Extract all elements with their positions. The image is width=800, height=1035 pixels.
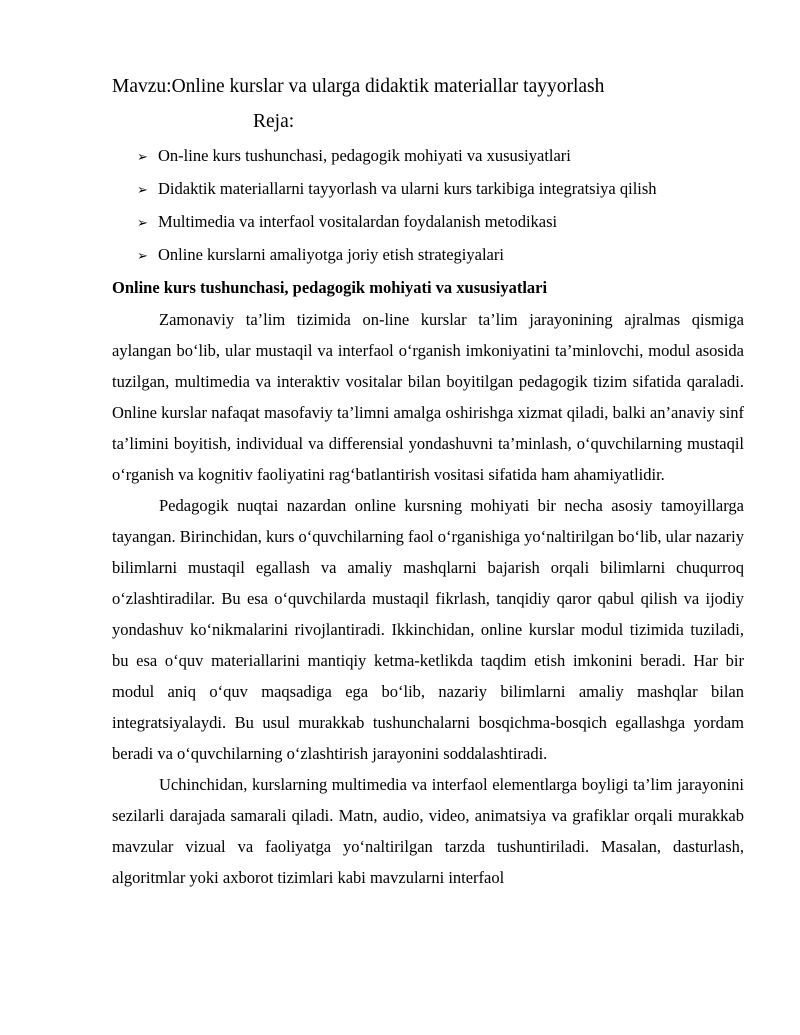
arrow-bullet-icon: ➢ bbox=[137, 183, 148, 198]
body-paragraph: Pedagogik nuqtai nazardan online kursning mohiyati bir necha asosiy tamoyillarga tayangan. Birinchidan, kurs oʻquvchilarning faol oʻrganishiga yoʻnaltirilgan boʻlib, ular nazariy bilimlarni mustaqil egallash va amaliy mashqlarni bajarish orqali bilimlarni chuqurroq oʻzlashtiradilar. Bu esa oʻquvchilarda mustaqil fikrlash, tanqidiy qaror qabul qilish va ijodiy yondashuv koʻnikmalarini rivojlantiradi. Ikkinchidan, online kurslar modul tizimida tuziladi, bu esa oʻquv materiallarini mantiqiy ketma-ketlikda taqdim etish imkonini beradi. Har bir modul aniq oʻquv maqsadiga ega boʻlib, nazariy bilimlarni amaliy mashqlar bilan integratsiyalaydi. Bu usul murakkab tushunchalarni bosqichma-bosqich egallashga yordam beradi va oʻquvchilarning oʻzlashtirish jarayonini soddalashtiradi. bbox=[112, 496, 745, 763]
arrow-bullet-icon: ➢ bbox=[137, 150, 148, 165]
plan-label: Reja: bbox=[253, 111, 295, 132]
plan-item bbox=[137, 239, 744, 272]
section-heading: Online kurs tushunchasi, pedagogik mohiyati va xususiyatlari bbox=[112, 278, 548, 297]
document-page bbox=[112, 70, 744, 893]
plan-item bbox=[137, 206, 744, 239]
plan-item-text: Didaktik materiallarni tayyorlash va ularni kurs tarkibiga integratsiya qilish bbox=[158, 179, 657, 198]
body-paragraph: Zamonaviy ta’lim tizimida on-line kurslar ta’lim jarayonining ajralmas qismiga aylangan boʻlib, ular mustaqil va interfaol oʻrganish imkoniyatini ta’minlovchi, modul asosida tuzilgan, multimedia va interaktiv vositalar bilan boyitilgan pedagogik tizim sifatida qaraladi. Online kurslar nafaqat masofaviy ta’limni amalga oshirishga xizmat qiladi, balki an’anaviy sinf ta’limini boyitish, individual va differensial yondashuvni ta’minlash, oʻquvchilarning mustaqil oʻrganish va kognitiv faoliyatini ragʻbatlantirish vositasi sifatida ham ahamiyatlidir. bbox=[112, 310, 744, 484]
body-paragraph: Uchinchidan, kurslarning multimedia va interfaol elementlarga boyligi ta’lim jarayonini sezilarli darajada samarali qiladi. Matn, audio, video, animatsiya va grafiklar orqali murakkab mavzular vizual va faoliyatga yoʻnaltirilgan tarzda tushuntiriladi. Masalan, dasturlash, algoritmlar yoki axborot tizimlari kabi mavzularni interfaol bbox=[112, 775, 744, 887]
plan-item-text: Online kurslarni amaliyotga joriy etish strategiyalari bbox=[158, 245, 504, 264]
plan-item-text: Multimedia va interfaol vositalardan foydalanish metodikasi bbox=[158, 212, 558, 231]
plan-item bbox=[137, 140, 744, 173]
arrow-bullet-icon: ➢ bbox=[137, 249, 148, 264]
document-topic: Mavzu:Online kurslar va ularga didaktik materiallar tayyorlash bbox=[112, 76, 605, 97]
arrow-bullet-icon: ➢ bbox=[137, 216, 148, 231]
plan-item bbox=[137, 173, 744, 206]
plan-item-text: On-line kurs tushunchasi, pedagogik mohiyati va xususiyatlari bbox=[158, 146, 571, 165]
plan-list bbox=[112, 140, 744, 272]
